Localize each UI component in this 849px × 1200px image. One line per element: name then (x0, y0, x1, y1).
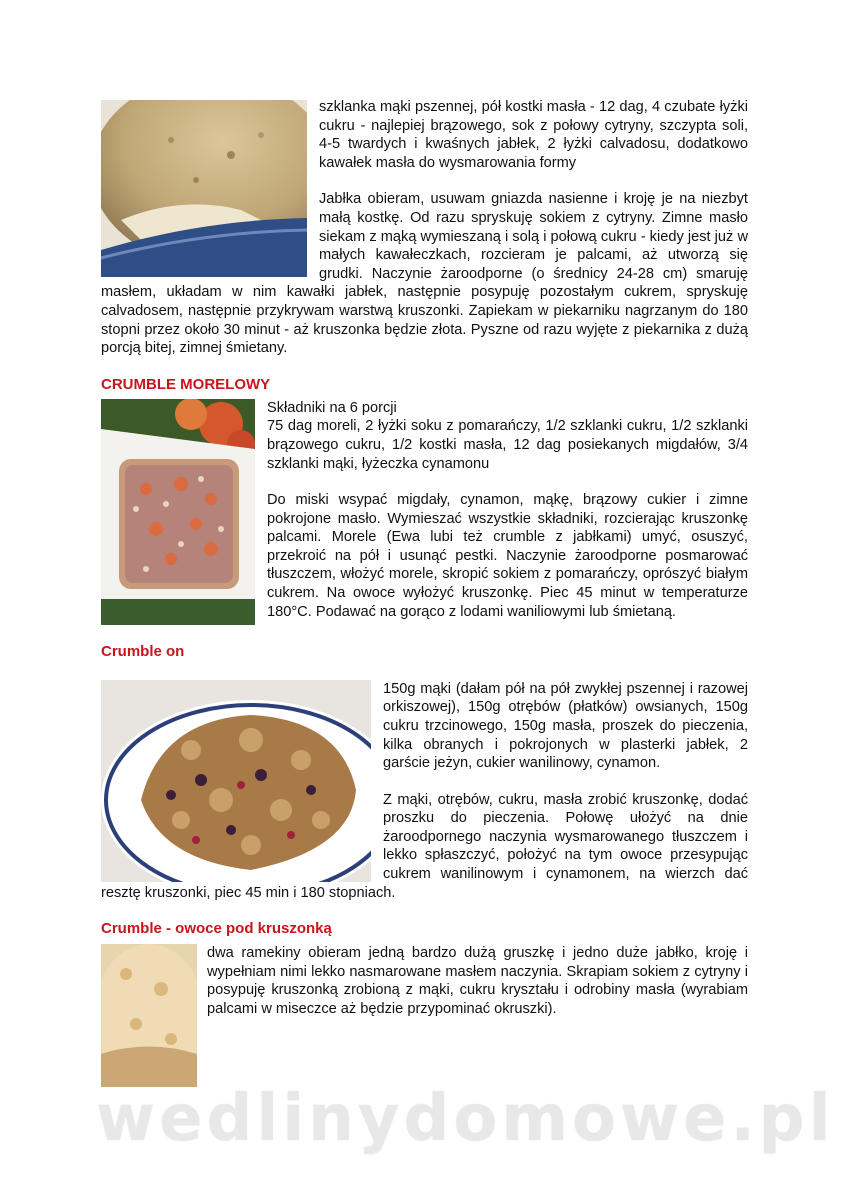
crumble-morelowy-portions: Składniki na 6 porcji (267, 399, 397, 416)
section-owoce-pod-kruszonka (101, 919, 748, 1018)
crumble-on-ingredients: 150g mąki (dałam pół na pół zwykłej pszennej i razowej orkiszowej), 150g otrębów (płatków) owsianych, 150g cukru trzcinowego, 150g masła, proszek do pieczenia, kilka obranych i pokrojonych w plasterki jabłek, 2 garście jeżyn, cukier wanilinowy, cynamon. (383, 680, 748, 772)
apple-crumble-photo (101, 100, 307, 277)
crumble-morelowy-method: Do miski wsypać migdały, cynamon, mąkę, brązowy cukier i zimne pokrojone masło. Wymieszać wszystkie składniki, rozcierając kruszonkę palcami. Morele (Ewa lubi też crumble z jabłkami) umyć, osuszyć, przekroić na pół i usunąć pestki. Naczynie żaroodporne posmarować tłuszczem, włożyć morele, skropić sokiem z pomarańczy, oprószyć białym cukrem. Na owoce wyłożyć kruszonkę. Piec 45 minut w temperaturze 180°C. Podawać na gorąco z lodami waniliowymi lub śmietaną. (267, 492, 748, 620)
crumble-morelowy-ingredients: 75 dag moreli, 2 łyżki soku z pomarańczy, 1/2 szklanki cukru, 1/2 szklanki brązowego cukru, 1/2 kostki masła, 12 dag posiekanych migdałów, 3/4 szklanki mąki, łyżeczka cynamonu (267, 418, 748, 472)
apricot-crumble-photo (101, 399, 255, 625)
apple-crumble-method: Jabłka obieram, usuwam gniazda nasienne i kroję je na niezbyt małą kostkę. Od razu spryskuję sokiem z cytryny. Zimne masło siekam z mąką wymieszaną i solą i połową cukru - kiedy jest już w małych kawałeczkach, rozcieram je palcami, aż utworzą się grudki. Naczynie żaroodporne (o średnicy 24-28 cm) smaruję masłem, układam w nim kawałki jabłek, następnie posypuję pozostałym cukrem, spryskuję calvadosem, następnie przykrywam warstwą kruszonki. Zapiekam w piekarniku nagrzanym do 180 stopni przez około 30 minut - aż kruszonka będzie złota. Pyszne od razu wyjęte z piekarnika z dużą porcją bitej, zimnej śmietany. (101, 191, 748, 357)
pear-crumble-photo (101, 944, 197, 1087)
section-crumble-on (101, 642, 748, 903)
crumble-on-method: Z mąki, otrębów, cukru, masła zrobić kruszonkę, dodać proszku do pieczenia. Połowę ułożyć na dnie żaroodpornego naczynia wysmarowanego tłuszczem i lekko spłaszczyć, położyć na tym owoce przesypując cukrem wanilinowym i cynamonem, na wierzch dać resztę kruszonki, piec 45 min i 180 stopniach. (101, 791, 748, 901)
crumble-morelowy-heading: CRUMBLE MORELOWY (101, 375, 271, 393)
document-page (101, 98, 748, 1087)
apple-crumble-ingredients: szklanka mąki pszennej, pół kostki masła - 12 dag, 4 czubate łyżki cukru - najlepiej brązowego, sok z połowy cytryny, szczypta soli, 4-5 twardych i kwaśnych jabłek, 2 łyżki calvadosu, dodatkowo kawałek masła do wysmarowania formy (319, 99, 748, 171)
crumble-on-heading: Crumble on (101, 642, 185, 660)
owoce-pod-kruszonka-method: dwa ramekiny obieram jedną bardzo dużą gruszkę i jedno duże jabłko, kroję i wypełniam nimi lekko nasmarowane masłem naczynia. Skrapiam sokiem z cytryny i posypuję kruszonką zrobioną z mąki, cukru kryształu i odrobiny masła (wyrabiam palcami w miseczce aż będzie przypominać okruszki). (207, 945, 748, 1018)
owoce-pod-kruszonka-heading: Crumble - owoce pod kruszonką (101, 920, 332, 938)
section-apple-crumble (101, 98, 748, 358)
site-watermark: wedlinydomowe.pl (96, 1082, 835, 1156)
section-crumble-morelowy (101, 375, 748, 622)
blackberry-crumble-photo (101, 680, 371, 882)
